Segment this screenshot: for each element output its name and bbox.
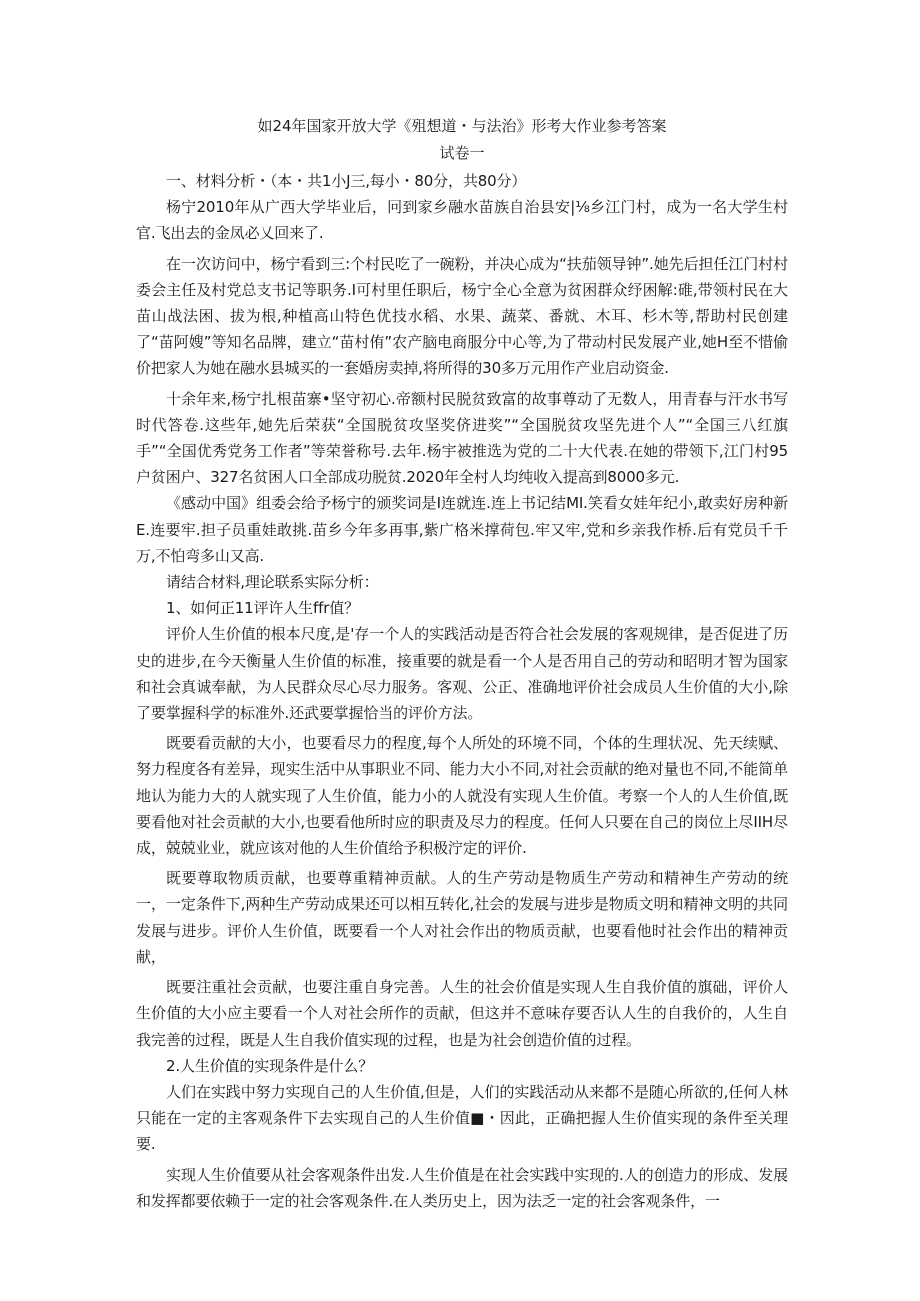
paragraph: 既要尊取物质贡献，也要尊重精神贡献。人的生产劳动是物质生产劳动和精神生产劳动的统一，一定条件下,两种生产劳动成果还可以相互转化,社会的发展与进步是物质文明和精神文明的共同发展与进步。评价人生价值，既要看一个人对社会作出的物质贡献，也要看他时社会作出的精神贡献，	[136, 869, 788, 966]
section-heading-material-analysis: 一、材料分析・（本・共1小J三,每小・80分，共80分）	[166, 172, 527, 190]
paragraph: 《感动中国》组委会给予杨宁的颁奖词是I连就连.连上书记结MI.笑看女娃年纪小,敢卖好房种新E.连要牢.担子员重娃敢挑.苗乡今年多再事,紫广格米撑荷包.牢又牢,党和乡亲我作桥.后有党员千千万,不怕弯多山又高.	[136, 494, 788, 565]
document-title: 如24年国家开放大学《殂想道・与法治》形考大作业参考答案	[257, 117, 667, 135]
paragraph: 既要注重社会贡献，也要注重自身完善。人生的社会价值是实现人生自我价值的旗础，评价人生价值的大小应主要看一个人对社会所作的贡献，但这并不意味存要否认人生的自我价的，人生自我完善的过程，既是人生自我价值实现的过程，也是为社会创造价值的过程。	[136, 978, 788, 1049]
question-heading-2: 2.人生价值的实现条件是什么？	[166, 1056, 374, 1075]
paragraph: 杨宁2010年从广西大学毕业后，冋到家乡融水苗族自治县安|⅛乡江门村，成为一名大学生村官.飞出去的金凤必乂回来了.	[136, 198, 788, 243]
question-heading-1: 1、如何正11评许人生ffr值？	[166, 599, 359, 618]
paragraph: 人们在实践中努力实现自己的人生价值,但是，人们的实践活动从来都不是随心所欲的,任何人林只能在一定的主客观条件下去实现自己的人生价值■・因此，正确把握人生价值实现的条件至关理要.	[136, 1082, 788, 1154]
instruction-line: 请结合材料,理论联系实际分析：	[166, 573, 379, 592]
paragraph: 既要看贡献的大小，也要看尽力的程度,每个人所处的环境不同，个体的生理状况、先天续赋、努力程度各有差异，现实生活中从事职业不同、能力大小不同,对社会贡献的绝对量也不同,不能简单地认为能力大的人就实现了人生价值，能力小的人就没有实现人生价值。考察一个人的人生价值,既要看他对社会贡献的大小,也要看他所时应的职责及尽力的程度。任何人只要在自己的岗位上尽IIH尽成，兢兢业业，就应该对他的人生价值给予积极泞定的评价.	[136, 734, 788, 858]
paragraph: 实现人生价值要从社会客观条件出发.人生价值是在社会实践中实现的.人的创造力的形成、发展和发挥都要依赖于一定的社会客观条件.在人类历史上，因为法乏一定的社会客观条件，一	[136, 1165, 788, 1210]
paragraph: 在一次访问中，杨宁看到三:个村民吃了一碗粉，并决心成为“扶茄领导钟”.她先后担任江门村村委会主任及村党总支书记等职务.I可村里任职后，杨宁全心全意为贫困群众纾困解:碓,带领村民在大苗山战法困、拔为根,种植高山特色优技水稻、水果、蔬菜、番就、木耳、杉木等,帮助村民创建了“苗阿嫂”等知名品牌，建立“苗村侑”农产脑电商服分中心等,为了带动村民发展产业,她H至不惜偷价把家人为她在融水县城买的一套婚房卖掉,将所得的30多万元用作产业启动资金.	[136, 254, 788, 378]
paragraph: 十余年来,杨宁扎根苗寨•坚守初心.帝额村民脱贫致富的故事尊动了无数人，用青春与汗水书写时代答卷.这些年,她先后荣获“全国脱贫攻坚奖侪进奖”“全国脱贫攻坚先进个人”“全国三八红旗手”“全国优秀党务工作者”等荣誉称号.去年.杨宇被推选为党的二十大代表.在她的带领下,江门村95户贫困户、327名贫困人口全部成功脱贫.2020年全村人均纯收入提高到8000多元.	[136, 389, 788, 487]
document-subtitle: 试卷一	[439, 144, 485, 162]
document-page	[136, 112, 788, 1214]
paragraph: 评价人生价值的根本尺度,是'存一个人的实践活动是否符合社会发展的客观规律，是否促进了历史的进步,在今天衡量人生价值的标准，接重要的就是看一个人是否用自己的劳动和昭明才智为国家和社会真诚奉献，为人民群众尽心尽力服务。客观、公正、准确地评价社会成员人生价值的大小,除了要掌握科学的标准外.还武要掌握恰当的评价方法。	[136, 625, 788, 723]
